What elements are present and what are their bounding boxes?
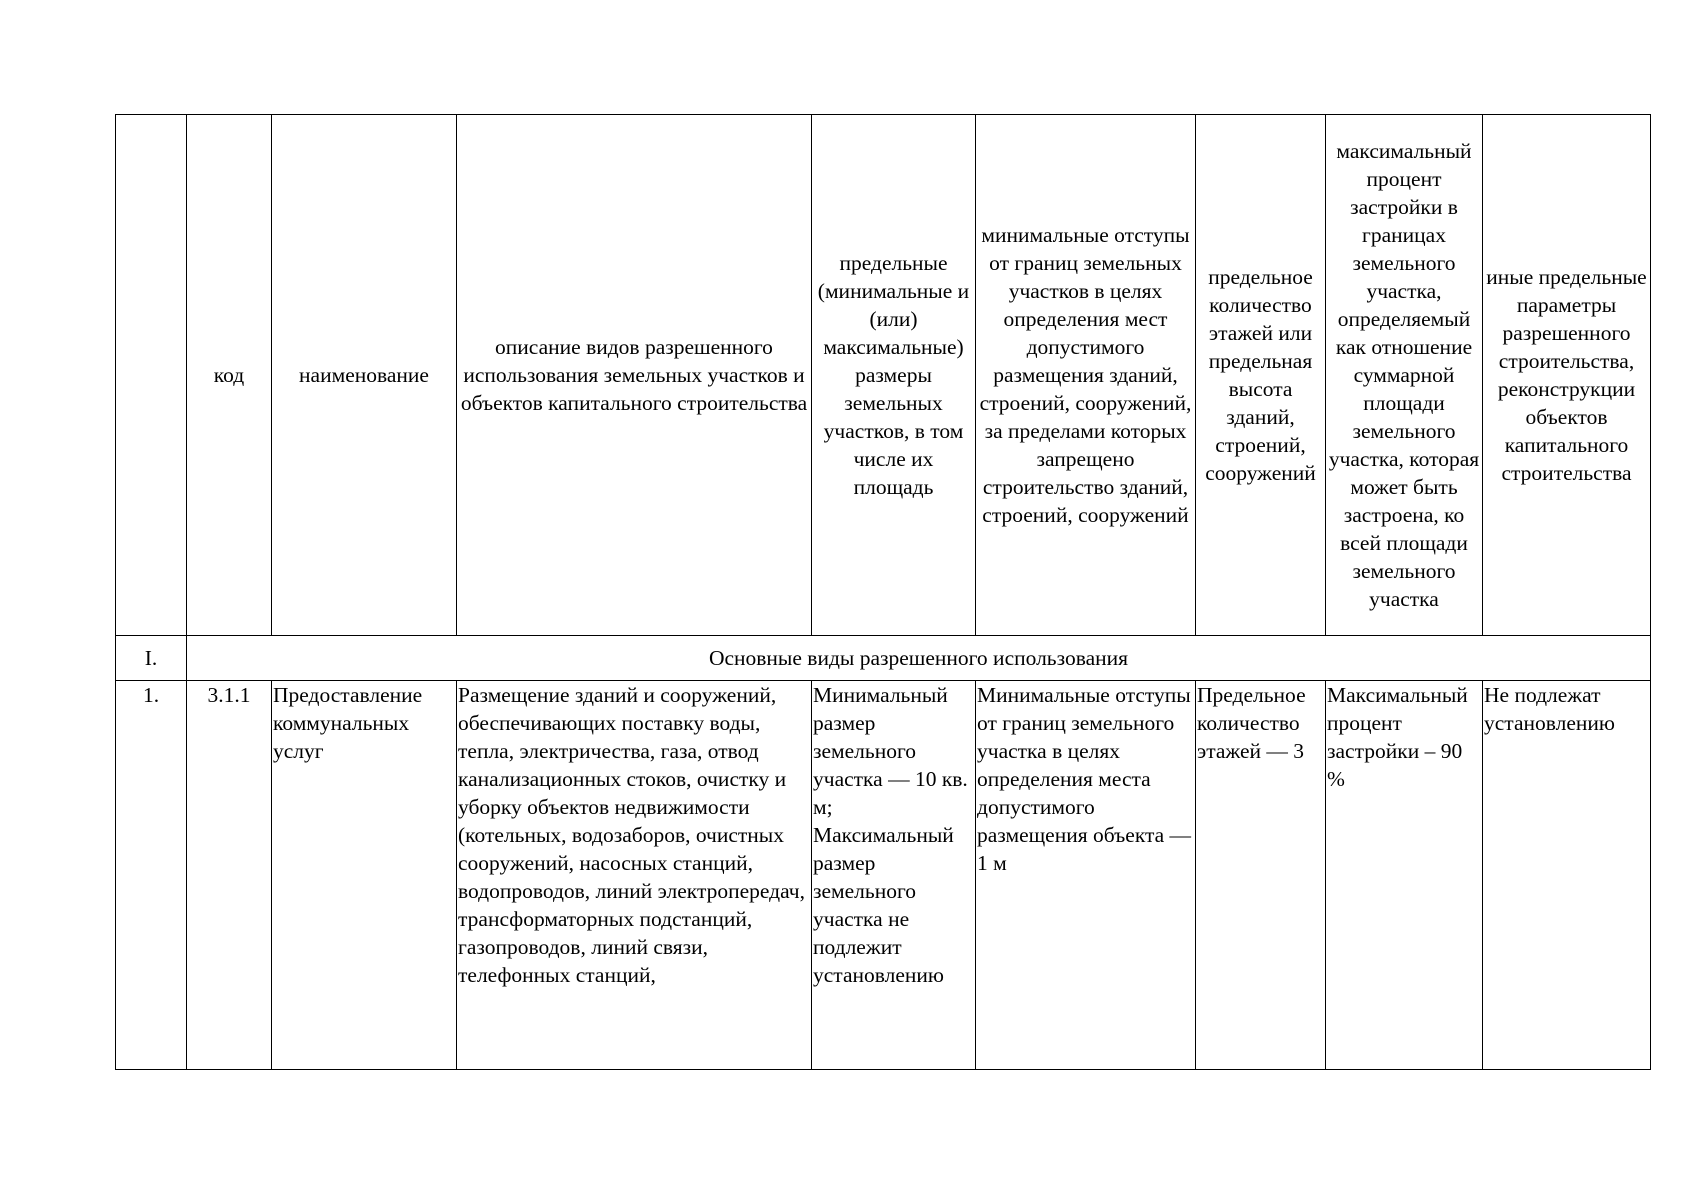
header-number (116, 115, 187, 636)
header-coverage: максимальный процент застройки в границах земельного участка, определяемый как отношение суммарной площади земельного участка, которая может быть застроена, ко всей площади земельного участка (1326, 115, 1483, 636)
header-description: описание видов разрешенного использования земельных участков и объектов капитального строительства (457, 115, 812, 636)
section-number: I. (116, 636, 187, 681)
row-plot-sizes: Минимальный размер земельного участка — 10 кв. м; Максимальный размер земельного участка не подлежит установлению (812, 681, 976, 1070)
row-other-params: Не подлежат установлению (1483, 681, 1651, 1070)
row-coverage: Максимальный процент застройки – 90 % (1326, 681, 1483, 1070)
row-description: Размещение зданий и сооружений, обеспечивающих поставку воды, тепла, электричества, газа, отвод канализационных стоков, очистку и уборку объектов недвижимости (котельных, водозаборов, очистных сооружений, насосных станций, водопроводов, линий электропередач, трансформаторных подстанций, газопроводов, линий связи, телефонных станций, (457, 681, 812, 1070)
zoning-table (115, 114, 1651, 1070)
header-other-params: иные предельные параметры разрешенного строительства, реконструкции объектов капитального строительства (1483, 115, 1651, 636)
header-name: наименование (272, 115, 457, 636)
header-floors: предельное количество этажей или предельная высота зданий, строений, сооружений (1196, 115, 1326, 636)
row-floors: Предельное количество этажей — 3 (1196, 681, 1326, 1070)
table-header-row (116, 115, 1651, 636)
table-row (116, 681, 1651, 1070)
section-title: Основные виды разрешенного использования (187, 636, 1651, 681)
row-code: 3.1.1 (187, 681, 272, 1070)
section-row (116, 636, 1651, 681)
header-setbacks: минимальные отступы от границ земельных участков в целях определения мест допустимого размещения зданий, строений, сооружений, за пределами которых запрещено строительство зданий, строений, сооружений (976, 115, 1196, 636)
header-code: код (187, 115, 272, 636)
row-number: 1. (116, 681, 187, 1070)
header-plot-sizes: предельные (минимальные и (или) максимальные) размеры земельных участков, в том числе их площадь (812, 115, 976, 636)
row-name: Предоставление коммунальных услуг (272, 681, 457, 1070)
row-setbacks: Минимальные отступы от границ земельного участка в целях определения места допустимого размещения объекта — 1 м (976, 681, 1196, 1070)
